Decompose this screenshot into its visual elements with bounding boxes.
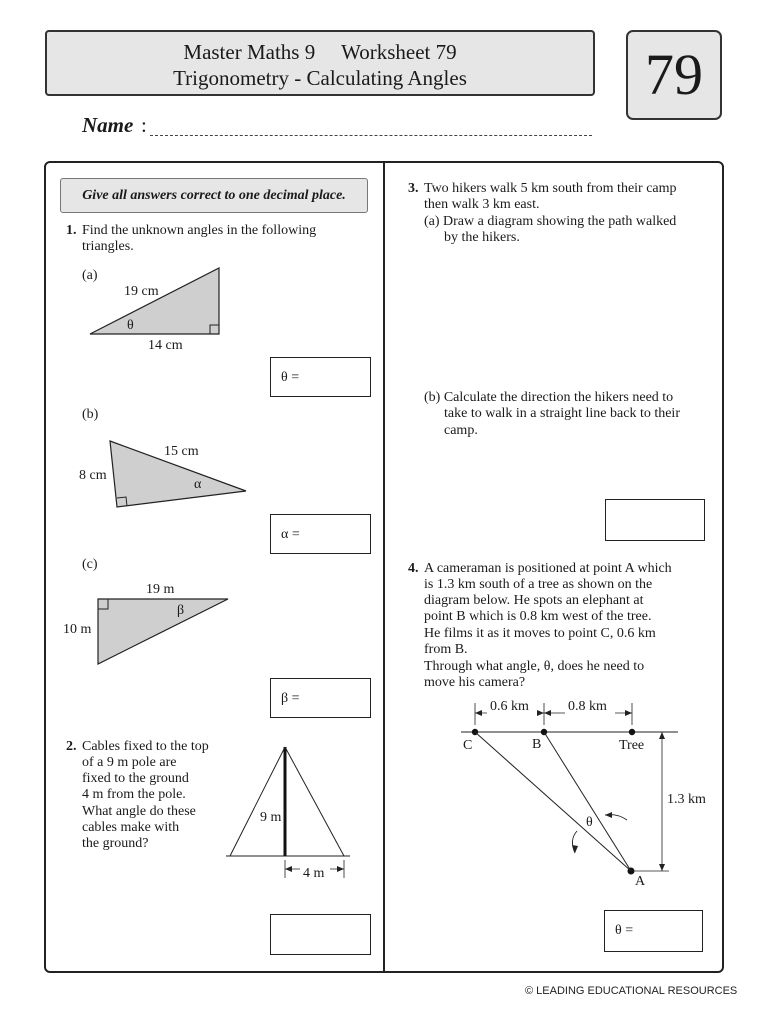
q2-ground-label: 4 m: [303, 866, 325, 881]
q4-height-label: 1.3 km: [667, 792, 706, 807]
q4-text-line2: is 1.3 km south of a tree as shown on the: [424, 577, 653, 592]
q1c-side-label: 10 m: [63, 622, 92, 637]
q1-text-line2: triangles.: [82, 239, 134, 254]
q1c-top-label: 19 m: [146, 582, 175, 597]
q1b-side-label: 8 cm: [79, 468, 107, 483]
q2-text-line4: 4 m from the pole.: [82, 787, 186, 802]
arrow-head: [475, 710, 482, 716]
q1b-answer-label: α =: [281, 527, 300, 542]
q1a-label: (a): [82, 268, 98, 283]
q1-text-line1: Find the unknown angles in the following: [82, 223, 317, 238]
name-colon: :: [141, 113, 147, 137]
q4-bt-label: 0.8 km: [568, 699, 607, 714]
q4-answer-label: θ =: [615, 923, 634, 938]
q2-text-line7: the ground?: [82, 836, 149, 851]
q4-theta-label: θ: [586, 815, 593, 830]
q1b-answer-box[interactable]: [270, 514, 371, 554]
q4-text-line6: from B.: [424, 642, 468, 657]
q3b-text-line1: (b) Calculate the direction the hikers need to: [424, 390, 674, 405]
name-field[interactable]: [150, 135, 592, 136]
q1a-answer-label: θ =: [281, 370, 300, 385]
q3-text-line2: then walk 3 km east.: [424, 197, 540, 212]
q4-tree-label: Tree: [619, 738, 645, 753]
arrow-head: [572, 845, 578, 853]
point-tree: [629, 729, 635, 735]
q2-text-line6: cables make with: [82, 820, 180, 835]
q1c-triangle: [98, 599, 228, 664]
q4-text-line4: point B which is 0.8 km west of the tree.: [424, 609, 652, 624]
column-divider: [383, 162, 385, 972]
arrow-head: [544, 710, 551, 716]
q3a-text-line2: by the hikers.: [444, 230, 520, 245]
arrow-head: [625, 710, 632, 716]
q2-text-line2: of a 9 m pole are: [82, 755, 177, 770]
worksheet-subtitle: Trigonometry - Calculating Angles: [173, 66, 467, 90]
q3-text-line1: Two hikers walk 5 km south from their camp: [424, 181, 677, 196]
q2-answer-box[interactable]: [270, 914, 371, 955]
q1c-angle-label: β: [177, 603, 185, 618]
q2-pole-diagram: [220, 740, 360, 890]
q1b-triangle-diagram: [76, 436, 256, 516]
q1c-label: (c): [82, 557, 98, 572]
q1c-answer-label: β =: [281, 691, 300, 706]
q2-pole-label: 9 m: [260, 810, 282, 825]
worksheet-number-box: [626, 30, 722, 120]
q4-text-line7: Through what angle, θ, does he need to: [424, 659, 645, 674]
arrow-head: [605, 812, 612, 818]
q1b-label: (b): [82, 407, 99, 422]
q1b-hyp-label: 15 cm: [164, 444, 199, 459]
q1a-answer-box[interactable]: [270, 357, 371, 397]
q4-c-label: C: [463, 738, 473, 753]
q1a-base-label: 14 cm: [148, 338, 183, 352]
worksheet-title: Master Maths 9 Worksheet 79: [183, 40, 457, 64]
name-label: Name: [82, 113, 134, 137]
q3-answer-box[interactable]: [605, 499, 705, 541]
cable-right: [285, 747, 344, 856]
cable-left: [230, 747, 285, 856]
q1b-angle-label: α: [194, 477, 202, 492]
arrow-head: [337, 866, 344, 872]
line-ac: [475, 732, 631, 871]
q1a-angle-label: θ: [127, 318, 134, 333]
arrow-head: [659, 732, 665, 739]
q3-number: 3.: [408, 181, 419, 196]
q2-number: 2.: [66, 739, 77, 754]
q4-number: 4.: [408, 561, 419, 576]
line-ab: [544, 732, 631, 871]
q1c-triangle-diagram: [62, 578, 242, 670]
q1a-hyp-label: 19 cm: [124, 284, 159, 299]
q4-answer-box[interactable]: [604, 910, 703, 952]
q1-number: 1.: [66, 223, 77, 238]
q2-text-line3: fixed to the ground: [82, 771, 189, 786]
worksheet-number: 79: [645, 42, 703, 107]
q4-text-line3: diagram below. He spots an elephant at: [424, 593, 644, 608]
q4-text-line8: move his camera?: [424, 675, 526, 690]
q1a-triangle: [90, 268, 219, 334]
arrow-head: [659, 864, 665, 871]
q3a-text-line1: (a) Draw a diagram showing the path walked: [424, 214, 677, 229]
q2-text-line1: Cables fixed to the top: [82, 739, 209, 754]
q1a-triangle-diagram: [80, 262, 240, 352]
q4-a-label: A: [635, 874, 646, 889]
arrow-head: [537, 710, 544, 716]
q4-cb-label: 0.6 km: [490, 699, 529, 714]
worksheet-title-box: [45, 30, 595, 96]
q4-b-label: B: [532, 737, 542, 752]
instruction-box: Give all answers correct to one decimal place.: [60, 178, 368, 213]
q3b-text-line2: take to walk in a straight line back to their: [444, 406, 680, 421]
q2-text-line5: What angle do these: [82, 804, 196, 819]
q3b-text-line3: camp.: [444, 423, 478, 438]
q4-text-line5: He films it as it moves to point C, 0.6 km: [424, 626, 656, 641]
arrow-head: [285, 866, 292, 872]
q1c-answer-box[interactable]: [270, 678, 371, 718]
footer-copyright: © LEADING EDUCATIONAL RESOURCES: [525, 985, 738, 997]
q4-camera-diagram: [455, 695, 720, 895]
q4-text-line1: A cameraman is positioned at point A which: [424, 561, 672, 576]
